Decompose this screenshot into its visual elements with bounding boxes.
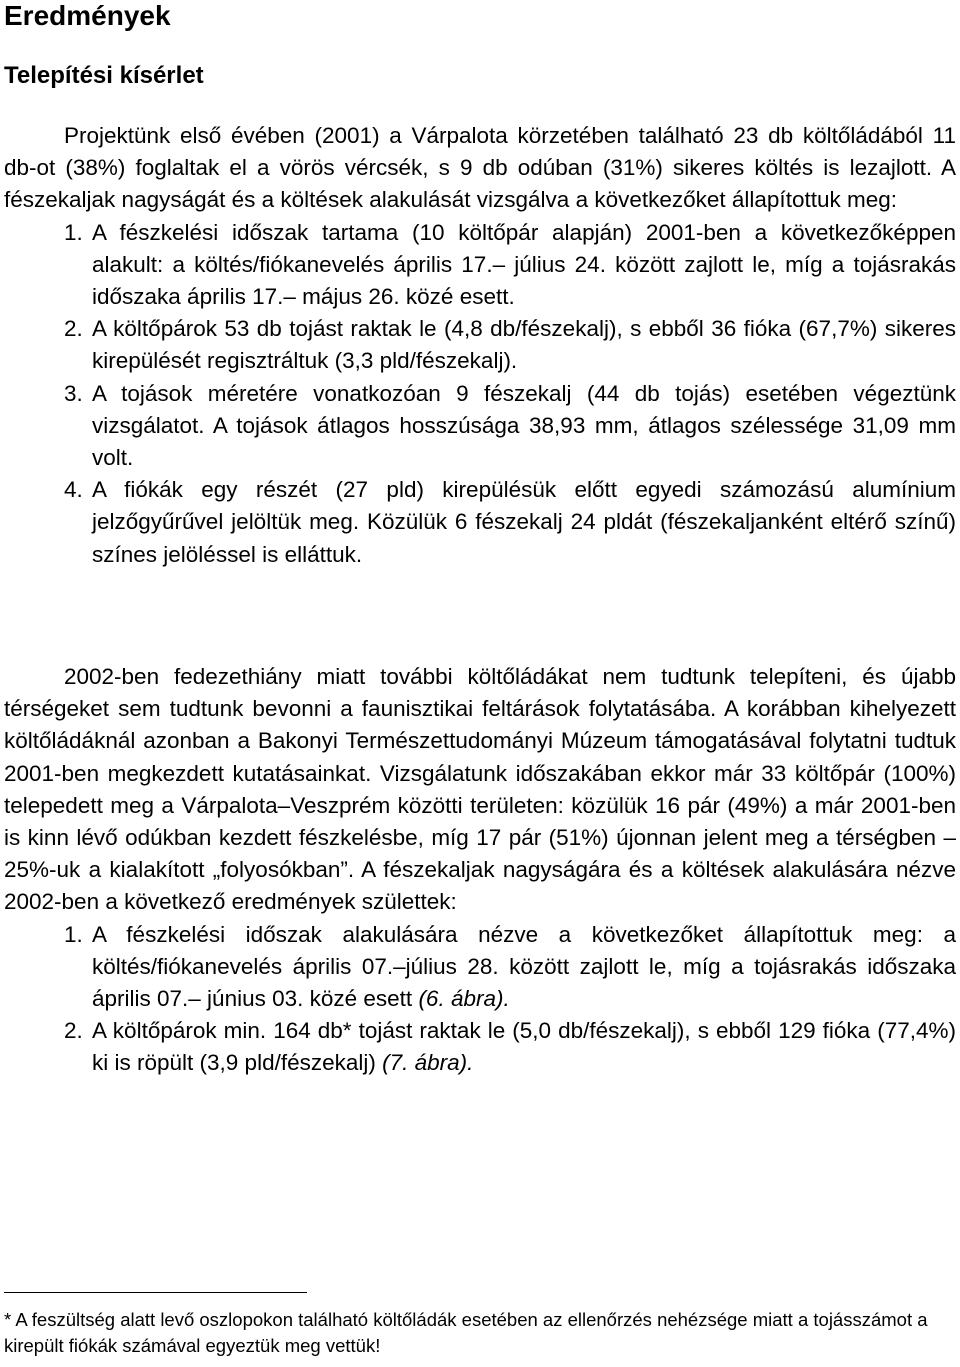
list-item <box>4 217 956 314</box>
list-text: A fészkelési időszak tartama (10 költőpár alapján) 2001-ben a következőképpen alakult: a költés/fiókanevelés április 17.– július 24. között zajlott le, míg a tojásrakás időszaka április 17.– május 26. közé esett. <box>92 219 956 310</box>
list-text: A fészkelési időszak alakulására nézve a következőket állapítottuk meg: a költés/fiókanevelés április 07.–július 28. között zajlott le, míg a tojásrakás időszaka április 07.– június 03. közé esett <box>92 921 956 1012</box>
results-2002-list <box>4 919 956 1080</box>
list-item <box>4 919 956 1016</box>
document-page <box>4 0 956 1356</box>
list-number: 1. <box>64 219 83 245</box>
list-item <box>4 474 956 571</box>
list-item <box>4 1015 956 1079</box>
results-2001-list <box>4 217 956 571</box>
list-text: A fiókák egy részét (27 pld) kirepülésük előtt egyedi számozású alumínium jelzőgyűrűvel jelöltük meg. Közülük 6 fészekalj 24 pldát (fészekaljanként eltérő színű) színes jelöléssel is elláttuk. <box>92 477 956 567</box>
list-item <box>4 378 956 475</box>
list-text: A költőpárok 53 db tojást raktak le (4,8 db/fészekalj), s ebből 36 fióka (67,7%) sikeres kirepülését regisztráltuk (3,3 pld/fészekalj). <box>92 316 956 374</box>
list-number: 1. <box>64 921 83 947</box>
results-2002 <box>4 661 956 1080</box>
intro-paragraph: Projektünk első évében (2001) a Várpalota körzetében található 23 db költőládából 11 db-ot (38%) foglaltak el a vörös vércsék, s 9 db odúban (31%) sikeres költés is lezajlott. A fészekaljak nagyságát és a költések alakulását vizsgálva a következőket állapítottuk meg: <box>4 123 956 213</box>
results-2001 <box>4 120 956 571</box>
footnote: * A feszültség alatt levő oszlopokon található költőládák esetében az ellenőrzés nehézsége miatt a tojásszámot a kirepült fiókák számával egyeztük meg vettük! <box>4 1309 928 1356</box>
list-number: 4. <box>64 477 83 503</box>
figure-reference: (7. ábra). <box>382 1050 474 1076</box>
list-item <box>4 313 956 377</box>
list-number: 2. <box>64 316 83 342</box>
list-number: 3. <box>64 380 83 406</box>
list-text: A tojások méretére vonatkozóan 9 fészekalj (44 db tojás) esetében végeztünk vizsgálatot. A tojások átlagos hosszúsága 38,93 mm, átlagos szélessége 31,09 mm volt. <box>92 380 956 471</box>
list-number: 2. <box>64 1018 83 1044</box>
subsection-heading: Telepítési kísérlet <box>4 62 204 89</box>
footnote-divider <box>4 1292 307 1293</box>
list-text: A költőpárok min. 164 db* tojást raktak le (5,0 db/fészekalj), s ebből 129 fióka (77,4%) ki is röpült (3,9 pld/fészekalj) <box>92 1018 956 1076</box>
paragraph-2002: 2002-ben fedezethiány miatt további költőládákat nem tudtunk telepíteni, és újabb térségeket sem tudtunk bevonni a faunisztikai feltárások folytatásába. A korábban kihelyezett költőládáknál azonban a Bakonyi Természettudományi Múzeum támogatásával folytatni tudtuk 2001-ben megkezdett kutatásainkat. Vizsgálatunk időszakában ekkor már 33 költőpár (100%) telepedett meg a Várpalota–Veszprém közötti területen: közülük 16 pár (49%) a már 2001-ben is kinn lévő odúkban kezdett fészkelésbe, míg 17 pár (51%) újonnan jelent meg a térségben – 25%-uk a kialakított „folyosókban”. A fészekaljak nagyságára és a költések alakulására nézve 2002-ben a következő eredmények születtek: <box>4 664 956 915</box>
figure-reference: (6. ábra). <box>418 986 510 1012</box>
section-heading: Eredmények <box>4 0 171 31</box>
